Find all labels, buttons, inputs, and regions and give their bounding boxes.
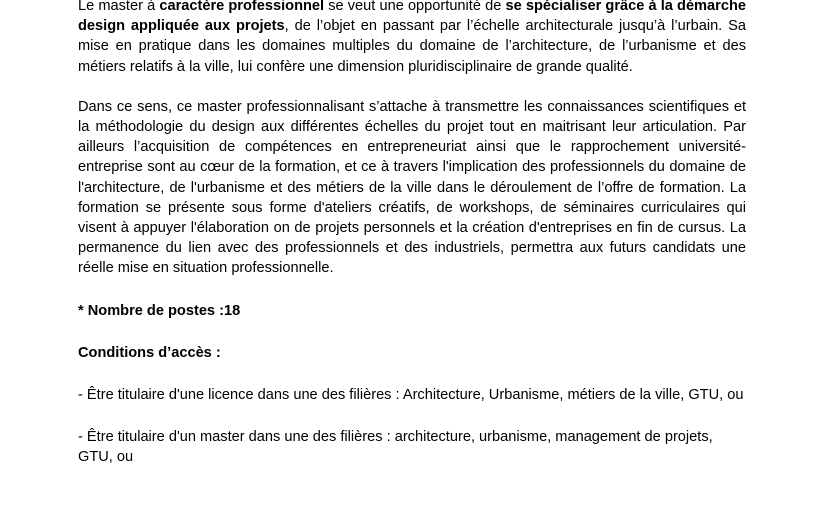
intro-text-2: se veut une opportunité de <box>324 0 506 14</box>
intro-paragraph <box>78 0 746 77</box>
access-condition-item: - Être titulaire d'une licence dans une des filières : Architecture, Urbanisme, métiers de la ville, GTU, ou <box>78 387 744 404</box>
intro-bold-professional: caractère professionnel <box>159 0 325 14</box>
access-condition-item: - Être titulaire d'un master dans une des filières : architecture, urbanisme, management de projets, GTU, ou <box>78 429 713 466</box>
positions-count: * Nombre de postes :18 <box>78 302 241 319</box>
document-page <box>78 0 746 468</box>
intro-bold-specialize: se spécialiser grâce à la démarche design appliquée aux projets <box>78 0 746 35</box>
description-paragraph: Dans ce sens, ce master professionnalisant s’attache à transmettre les connaissances scientifiques et la méthodologie du design aux différentes échelles du projet tout en maitrisant leur articulation. Par ailleurs l’acquisition de compétences en entrepreneuriat ainsi que le rapprochement université-entreprise sont au cœur de la formation, et ce à travers l'implication des professionnels du domaine de l'architecture, de l'urbanisme et des métiers de la ville dans le déroulement de l’offre de formation. La formation se présente sous forme d'ateliers créatifs, de workshops, de séminaires curriculaires qui visent à appuyer l'élaboration on de projets personnels et la création d'entreprises en fin de cursus. La permanence du lien avec des professionnels et des industriels, permettra aux futurs candidats une réelle mise en situation professionnelle. <box>78 98 746 277</box>
intro-text-1: Le master à <box>78 0 160 14</box>
access-conditions-heading: Conditions d’accès : <box>78 344 221 361</box>
intro-text-3: , de l’objet en passant par l’échelle architecturale jusqu’à l’urbain. Sa mise en pratique dans les domaines multiples du domaine de l’architecture, de l’urbanisme et des métiers relatifs à la ville, lui confère une dimension pluridisciplinaire de grande qualité. <box>78 18 746 75</box>
